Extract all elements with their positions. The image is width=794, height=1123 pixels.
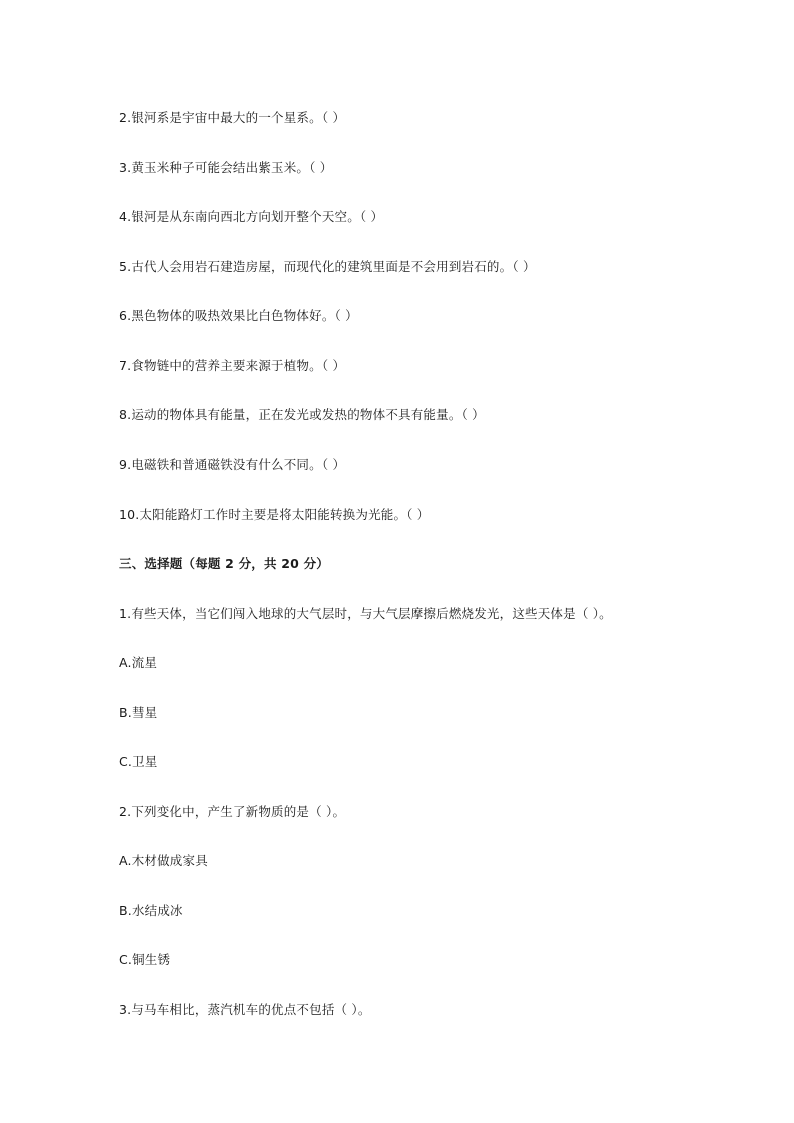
choice-q1-stem: 1.有些天体，当它们闯入地球的大气层时，与大气层摩擦后燃烧发光，这些天体是（ ）。 <box>119 606 612 621</box>
judge-item-6: 6.黑色物体的吸热效果比白色物体好。（ ） <box>119 308 358 323</box>
choice-q2-stem: 2.下列变化中，产生了新物质的是（ ）。 <box>119 804 346 819</box>
judge-item-4: 4.银河是从东南向西北方向划开整个天空。（ ） <box>119 209 384 224</box>
judge-item-9: 9.电磁铁和普通磁铁没有什么不同。（ ） <box>119 457 346 472</box>
choice-q2-option-a: A.木材做成家具 <box>119 853 208 868</box>
judge-item-10: 10.太阳能路灯工作时主要是将太阳能转换为光能。（ ） <box>119 507 430 522</box>
judge-item-3: 3.黄玉米种子可能会结出紫玉米。（ ） <box>119 160 333 175</box>
choice-q3-stem: 3.与马车相比，蒸汽机车的优点不包括（ ）。 <box>119 1002 371 1017</box>
choice-q1-option-a: A.流星 <box>119 655 158 670</box>
choice-q2-option-c: C.铜生锈 <box>119 952 171 967</box>
choice-q1-option-b: B.彗星 <box>119 705 158 720</box>
section-three-heading: 三、选择题（每题 2 分，共 20 分） <box>119 556 330 571</box>
judge-item-2: 2.银河系是宇宙中最大的一个星系。（ ） <box>119 110 346 125</box>
choice-q2-option-b: B.水结成冰 <box>119 903 183 918</box>
judge-item-7: 7.食物链中的营养主要来源于植物。（ ） <box>119 358 346 373</box>
judge-item-5: 5.古代人会用岩石建造房屋，而现代化的建筑里面是不会用到岩石的。（ ） <box>119 259 536 274</box>
choice-q1-option-c: C.卫星 <box>119 754 158 769</box>
judge-item-8: 8.运动的物体具有能量，正在发光或发热的物体不具有能量。（ ） <box>119 407 485 422</box>
